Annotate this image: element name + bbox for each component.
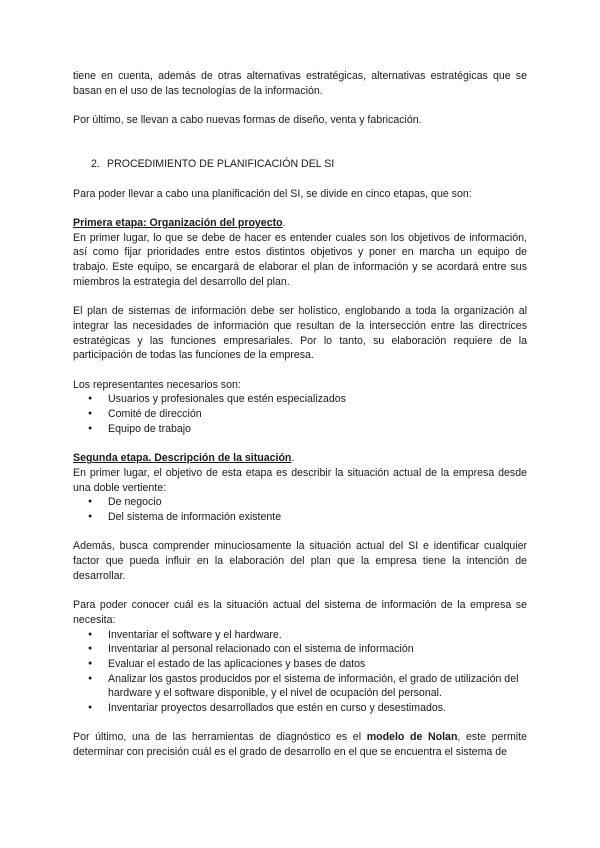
- intro-closing-paragraph: Por último, se llevan a cabo nuevas formas de diseño, venta y fabricación.: [73, 114, 422, 127]
- stage2-paragraph-4: [73, 730, 527, 759]
- list-item: ● Comité de dirección: [73, 407, 527, 422]
- list-item: ● Usuarios y profesionales que estén especializados: [73, 392, 527, 407]
- stage2-heading: [73, 451, 527, 466]
- document-page: [73, 69, 527, 760]
- stage1-title: Primera etapa: Organización del proyecto: [73, 216, 283, 229]
- stage2-paragraph-1: En primer lugar, el objetivo de esta etapa es describir la situación actual de la empresa desde una doble vertiente:: [73, 466, 527, 494]
- stage1-paragraph-1: En primer lugar, lo que se debe de hacer es entender cuales son los objetivos de información, así como fijar prioridades entre estos distintos objetivos y poner en marcha un equipo de trabajo. Este equipo, se encargará de elaborar el plan de información y se acordará entre sus miembros la estrategia del desarrollo del plan.: [73, 231, 527, 288]
- intro-paragraph: tiene en cuenta, además de otras alternativas estratégicas, alternativas estratégicas que se basan en el uso de las tecnologías de la información.: [73, 70, 527, 97]
- list-item: ● Inventariar el software y el hardware.: [73, 628, 527, 643]
- stage1-heading: [73, 216, 527, 231]
- list-item: ● Analizar los gastos producidos por el sistema de información, el grado de utilización del hardware y el software disponible, y el nivel de ocupación del personal.: [73, 672, 527, 701]
- nolan-model-term: modelo de Nolan: [366, 731, 458, 744]
- stage2-paragraph-3: Para poder conocer cuál es la situación actual del sistema de información de la empresa se necesita:: [73, 599, 527, 626]
- section-number: 2.: [91, 158, 100, 171]
- section-title: PROCEDIMIENTO DE PLANIFICACIÓN DEL SI: [107, 158, 335, 171]
- list-item: ● Inventariar al personal relacionado con el sistema de información: [73, 642, 527, 657]
- nolan-text-start: Por último, una de las herramientas de diagnóstico es el: [73, 731, 367, 744]
- list-item: ● Inventariar proyectos desarrollados que estén en curso y desestimados.: [73, 701, 527, 716]
- stage1-paragraph-2: El plan de sistemas de información debe ser holístico, englobando a toda la organización al integrar las necesidades de información que resultan de la intersección entre las directrices estratégicas y las funciones empresariales. Por lo tanto, su elaboración requiere de la participación de todas las funciones de la empresa.: [73, 305, 527, 362]
- list-item: ● Equipo de trabajo: [73, 422, 527, 437]
- list-item: ● Evaluar el estado de las aplicaciones y bases de datos: [73, 657, 527, 672]
- stage2-paragraph-2: Además, busca comprender minuciosamente la situación actual del SI e identificar cualquier factor que pueda influir en la elaboración del plan que la empresa tiene la intención de desarrollar.: [73, 540, 527, 582]
- list-item: ● Del sistema de información existente: [73, 510, 527, 525]
- representatives-intro: Los representantes necesarios son:: [73, 378, 241, 391]
- representatives-list: [73, 392, 527, 436]
- stage2-title: Segunda etapa. Descripción de la situación: [73, 452, 292, 465]
- list-item: ● De negocio: [73, 495, 527, 510]
- stage2-title-end: .: [291, 452, 295, 465]
- nolan-text-end: , este permite determinar con precisión cuál es el grado de desarrollo en el que se encuentra el sistema de: [73, 731, 527, 759]
- aspects-list: [73, 495, 527, 524]
- stage1-title-end: .: [282, 216, 286, 229]
- needs-list: [73, 628, 527, 716]
- section-intro: Para poder llevar a cabo una planificación del SI, se divide en cinco etapas, que son:: [73, 187, 472, 200]
- section-heading: [73, 157, 527, 172]
